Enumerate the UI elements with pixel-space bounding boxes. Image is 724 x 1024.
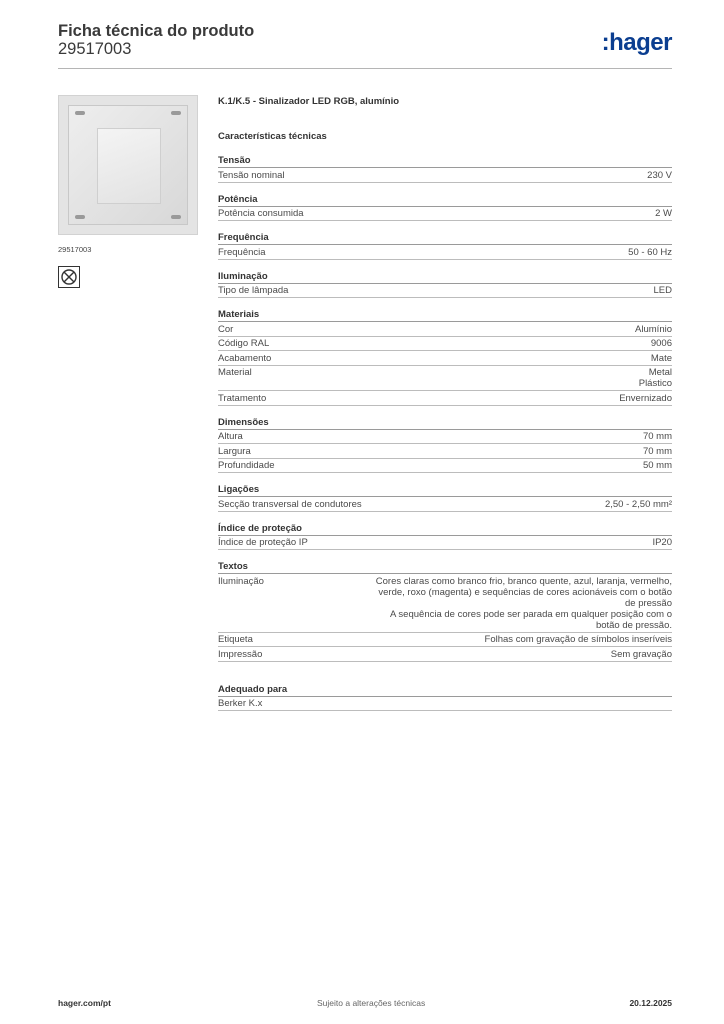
spec-label: Tensão nominal (218, 169, 285, 181)
spec-group-title: Iluminação (218, 271, 672, 284)
spec-label: Índice de proteção IP (218, 537, 308, 548)
spec-label: Código RAL (218, 338, 270, 349)
suitable-for-title: Adequado para (218, 684, 672, 697)
image-caption: 29517003 (58, 245, 92, 254)
spec-value: 230 V (647, 169, 672, 181)
spec-group-title: Frequência (218, 232, 672, 245)
spec-row (218, 536, 672, 551)
spec-label: Frequência (218, 246, 266, 258)
spec-row (218, 168, 672, 183)
spec-label: Tipo de lâmpada (218, 285, 289, 296)
product-image (58, 95, 198, 235)
suitable-for-group (218, 684, 672, 712)
spec-group (218, 523, 672, 551)
spec-label: Profundidade (218, 460, 275, 471)
specs-heading: Características técnicas (218, 131, 327, 142)
spec-value: Alumínio (635, 323, 672, 335)
hager-logo: :hager (601, 29, 672, 56)
spec-label: Cor (218, 323, 234, 335)
spec-group-title: Índice de proteção (218, 523, 672, 536)
suitable-for-value: Berker K.x (218, 698, 263, 709)
spec-label: Potência consumida (218, 208, 304, 219)
product-title: K.1/K.5 - Sinalizador LED RGB, alumínio (218, 96, 400, 107)
spec-group-title: Materiais (218, 309, 672, 322)
spec-row (218, 207, 672, 222)
spec-value: 9006 (650, 338, 672, 349)
footer-website[interactable]: hager.com/pt (58, 998, 111, 1008)
spec-value: Metal Plástico (638, 367, 672, 389)
spec-row (218, 574, 672, 633)
spec-row (218, 697, 672, 712)
spec-value: 50 - 60 Hz (628, 246, 672, 258)
spec-row (218, 444, 672, 459)
spec-label: Iluminação (218, 575, 264, 587)
spec-group-title: Ligações (218, 484, 672, 497)
spec-group (218, 194, 672, 222)
spec-value: Envernizado (619, 392, 672, 404)
header-divider (58, 68, 672, 69)
spec-row (218, 366, 672, 392)
spec-row (218, 647, 672, 662)
spec-group-title: Potência (218, 194, 672, 207)
spec-value: 70 mm (642, 445, 672, 457)
spec-value: Folhas com gravação de símbolos inseríveis (484, 634, 672, 645)
spec-value: 50 mm (642, 460, 672, 471)
spec-value: 2,50 - 2,50 mm² (604, 498, 672, 510)
spec-row (218, 351, 672, 366)
spec-group (218, 309, 672, 406)
spec-value: Cores claras como branco frio, branco quente, azul, laranja, vermelho, verde, roxo (magenta) e sequências de cores acionáveis com o botão de pressão A sequência de cores pode ser parada em qualquer posição com o botão de pressão. (375, 575, 672, 631)
spec-row (218, 633, 672, 648)
spec-value: Mate (650, 352, 672, 364)
spec-value: 2 W (655, 208, 672, 219)
spec-group (218, 155, 672, 183)
spec-row (218, 430, 672, 445)
spec-group (218, 484, 672, 512)
lamp-symbol-icon (58, 266, 80, 288)
spec-value: Sem gravação (610, 648, 672, 660)
spec-group-title: Dimensões (218, 417, 672, 430)
led-lens (97, 128, 161, 204)
product-number: 29517003 (58, 40, 132, 58)
spec-value: LED (653, 285, 672, 296)
spec-label: Material (218, 367, 252, 378)
footer-date: 20.12.2025 (629, 998, 672, 1008)
spec-row (218, 459, 672, 474)
spec-row (218, 497, 672, 512)
spec-label: Tratamento (218, 392, 267, 404)
spec-label: Impressão (218, 648, 263, 660)
spec-group-title: Textos (218, 561, 672, 574)
footer-disclaimer: Sujeito a alterações técnicas (317, 998, 426, 1008)
spec-groups (218, 155, 672, 662)
spec-group (218, 232, 672, 260)
page-header (58, 20, 672, 70)
document-title: Ficha técnica do produto (58, 22, 255, 40)
plate-screw (171, 111, 181, 115)
spec-row (218, 284, 672, 299)
spec-label: Largura (218, 445, 251, 457)
plate-screw (75, 111, 85, 115)
spec-row (218, 322, 672, 337)
spec-value: IP20 (652, 537, 672, 548)
spec-row (218, 337, 672, 352)
spec-content (218, 96, 672, 711)
spec-row (218, 391, 672, 406)
plate-screw (75, 215, 85, 219)
spec-label: Etiqueta (218, 634, 253, 645)
spec-group-title: Tensão (218, 155, 672, 168)
spec-group (218, 417, 672, 474)
product-plate (68, 105, 188, 225)
spec-row (218, 245, 672, 260)
spec-label: Secção transversal de condutores (218, 498, 362, 510)
spec-label: Acabamento (218, 352, 272, 364)
spec-value: 70 mm (642, 431, 672, 442)
spec-group (218, 561, 672, 662)
spec-label: Altura (218, 431, 243, 442)
product-image-column (58, 95, 198, 288)
spec-group (218, 271, 672, 299)
plate-screw (171, 215, 181, 219)
